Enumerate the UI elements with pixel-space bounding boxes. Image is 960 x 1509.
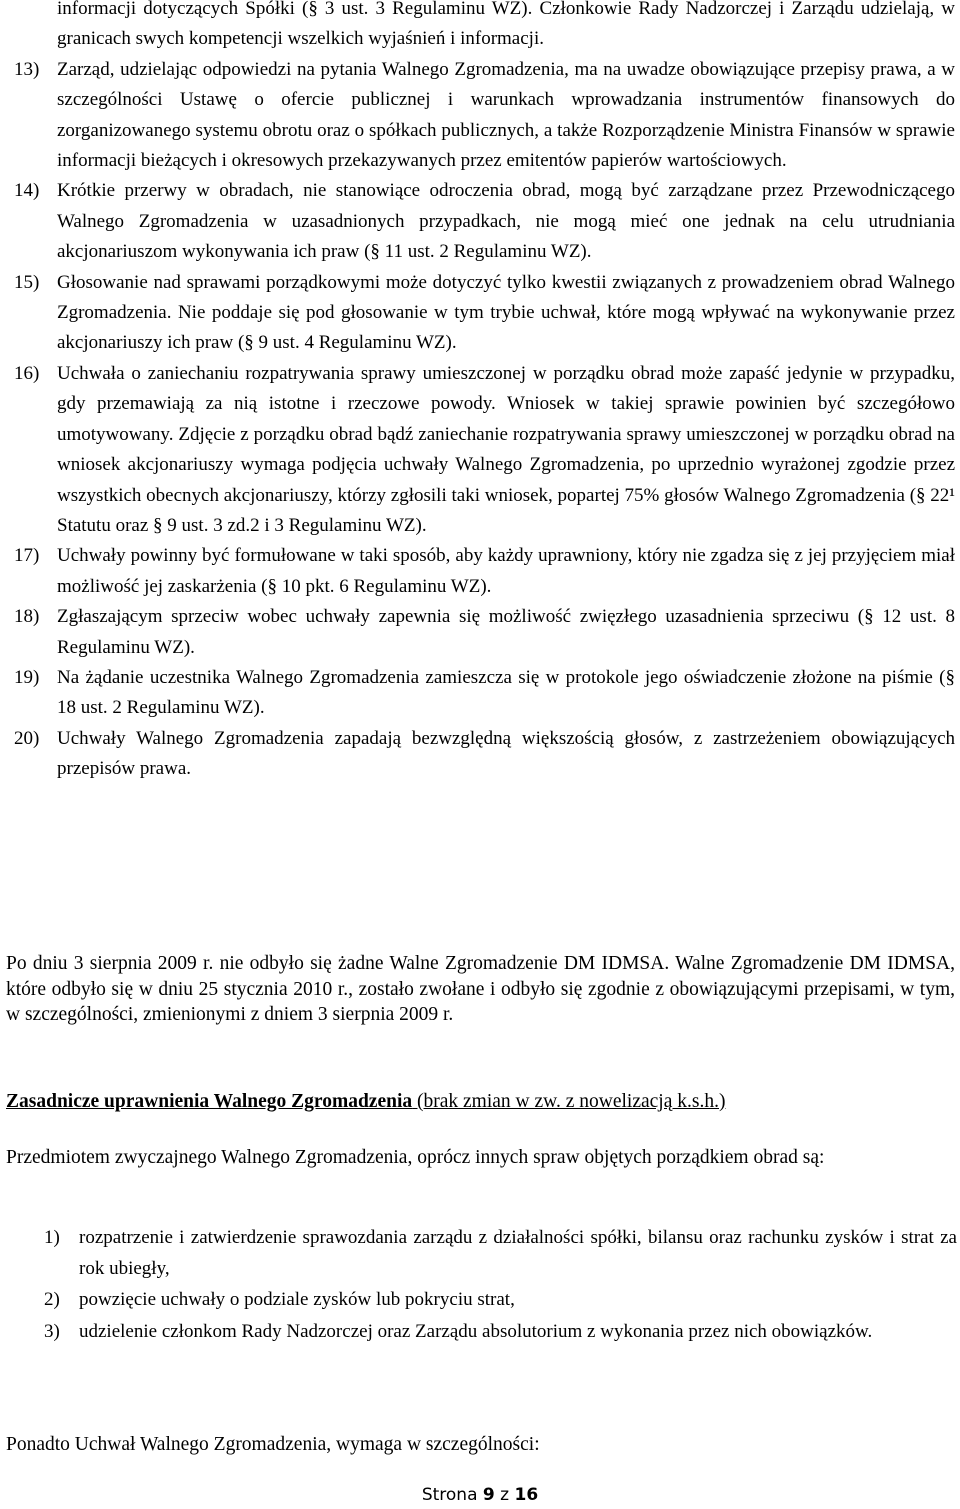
item-number: 13) [14,58,40,80]
list-item [14,602,955,663]
item-text: udzielenie członkom Rady Nadzorczej oraz Zarządu absolutorium z wykonania przez nich obowiązków. [79,1320,873,1342]
heading-bold-text: Zasadnicze uprawnienia Walnego Zgromadzenia [6,1091,413,1112]
paragraph-intro: Przedmiotem zwyczajnego Walnego Zgromadzenia, oprócz innych spraw objętych porządkiem obrad są: [6,1147,825,1168]
list-item [14,268,955,359]
item-number: 1) [44,1227,60,1248]
item-text: Głosowanie nad sprawami porządkowymi może dotyczyć tylko kwestii związanych z prowadzeniem obrad Walnego Zgromadzenia. Nie poddaje się pod głosowanie w tym trybie uchwał, które mogą wpływać na wykonywanie przez akcjonariuszy ich praw (§ 9 ust. 4 Regulaminu WZ). [57,271,955,354]
list-item [14,724,955,785]
list-item [14,359,955,541]
current-page: 9 [482,1485,495,1505]
item-text: Uchwały Walnego Zgromadzenia zapadają bezwzględną większością głosów, z zastrzeżeniem obowiązujących przepisów prawa. [57,727,955,780]
list-item [44,1316,957,1347]
list-item [44,1284,957,1315]
heading-note: (brak zmian w zw. z nowelizacją k.s.h.) [412,1091,726,1112]
list-item [14,176,955,267]
item-text: rozpatrzenie i zatwierdzenie sprawozdania zarządu z działalności spółki, bilansu oraz rachunku zysków i strat za rok ubiegły, [79,1227,957,1280]
item-number: 19) [14,666,40,688]
list-item [14,55,955,177]
list-item [44,1222,957,1284]
item-text: powzięcie uchwały o podziale zysków lub pokryciu strat, [79,1289,515,1311]
item-number: 18) [14,606,40,628]
item-number: 15) [14,271,40,293]
item-number: 14) [14,180,40,202]
list-item [14,0,955,55]
item-text: Na żądanie uczestnika Walnego Zgromadzenia zamieszcza się w protokole jego oświadczenie złożone na piśmie (§ 18 ust. 2 Regulaminu WZ). [57,666,955,719]
list-item [14,663,955,724]
footer-label: Strona [421,1485,478,1505]
item-text: informacji dotyczących Spółki (§ 3 ust. 3 Regulaminu WZ). Członkowie Rady Nadzorczej i Zarządu udzielają, w granicach swych kompetencji wszelkich wyjaśnień i informacji. [57,0,955,50]
footer-separator: z [500,1485,510,1505]
section-heading [6,1091,955,1113]
item-number: 20) [14,727,40,749]
numbered-list [14,0,955,785]
paragraph-meetings: Po dniu 3 sierpnia 2009 r. nie odbyło się żadne Walne Zgromadzenie DM IDMSA. Walne Zgromadzenie DM IDMSA, które odbyło się w dniu 25 stycznia 2010 r., zostało zwołane i odbyło się zgodnie z obowiązującymi przepisami, w tym, w szczególności, zmienionymi z dniem 3 sierpnia 2009 r. [6,953,955,1025]
page-number-footer [0,1485,960,1505]
item-text: Uchwała o zaniechaniu rozpatrywania sprawy umieszczonej w porządku obrad może zapaść jedynie w przypadku, gdy przemawiają za nią istotne i rzeczowe powody. Wniosek w takiej sprawie powinien być szczegółowo umotywowany. Zdjęcie z porządku obrad bądź zaniechanie rozpatrywania sprawy umieszczonej w porządku obrad na wniosek akcjonariuszy wymaga podjęcia uchwały Walnego Zgromadzenia, po uprzednio wyrażonej zgodzie przez wszystkich obecnych akcjonariuszy, którzy zgłosili taki wniosek, popartej 75% głosów Walnego Zgromadzenia (§ 22¹ Statutu oraz § 9 ust. 3 zd.2 i 3 Regulaminu WZ). [57,362,955,536]
item-text: Krótkie przerwy w obradach, nie stanowiące odroczenia obrad, mogą być zarządzane przez Przewodniczącego Walnego Zgromadzenia w uzasadnionych przypadkach, nie mogą mieć one jednak na celu utrudniania akcjonariuszom wykonywania ich praw (§ 11 ust. 2 Regulaminu WZ). [57,180,955,263]
item-text: Zarząd, udzielając odpowiedzi na pytania Walnego Zgromadzenia, ma na uwadze obowiązujące przepisy prawa, a w szczególności Ustawę o ofercie publicznej i warunkach wprowadzania instrumentów finansowych do zorganizowanego systemu obrotu oraz o spółkach publicznych, a także Rozporządzenie Ministra Finansów w sprawie informacji bieżących i okresowych przekazywanych przez emitentów papierów wartościowych. [57,58,955,172]
powers-list [44,1222,957,1347]
item-text: Uchwały powinny być formułowane w taki sposób, aby każdy uprawniony, który nie zgadza się z jej przyjęciem miał możliwość jej zaskarżenia (§ 10 pkt. 6 Regulaminu WZ). [57,545,955,597]
item-number: 3) [44,1320,60,1342]
list-item [14,541,955,602]
item-text: Zgłaszającym sprzeciw wobec uchwały zapewnia się możliwość zwięzłego uzasadnienia sprzeciwu (§ 12 ust. 8 Regulaminu WZ). [57,606,955,658]
total-pages: 16 [514,1485,539,1505]
item-number: 2) [44,1289,60,1311]
item-number: 17) [14,545,40,567]
paragraph-closing: Ponadto Uchwał Walnego Zgromadzenia, wymaga w szczególności: [6,1434,540,1455]
item-number: 16) [14,362,40,384]
